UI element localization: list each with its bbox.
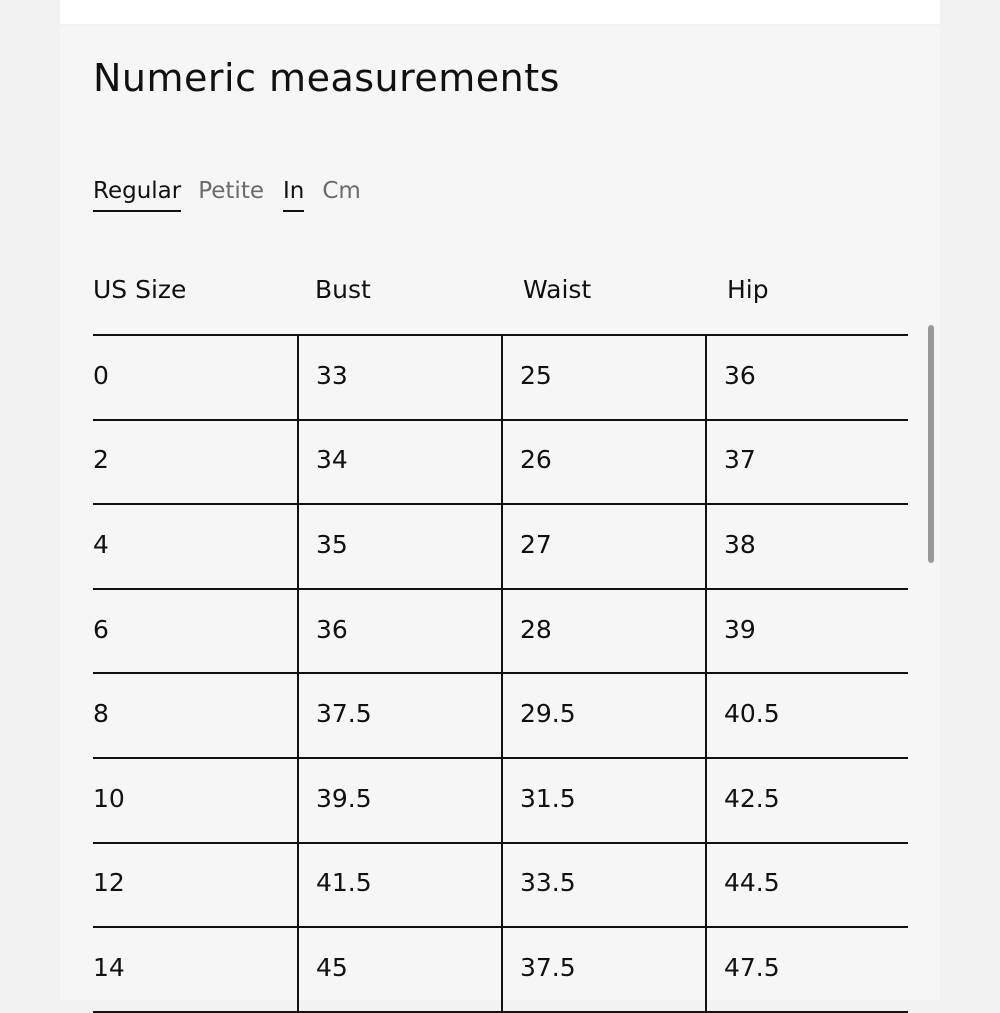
bust-cell: 34	[297, 421, 501, 504]
us-size-cell: 4	[93, 529, 109, 559]
waist-cell: 33.5	[501, 844, 705, 927]
bust-cell: 45	[297, 928, 501, 1011]
page-title: Numeric measurements	[93, 56, 560, 100]
tab-inches[interactable]: In	[283, 178, 304, 212]
bust-cell: 35	[297, 505, 501, 588]
waist-cell: 25	[501, 336, 705, 419]
us-size-cell: 10	[93, 783, 125, 813]
table-row	[93, 844, 908, 929]
table-body	[93, 336, 908, 1013]
bust-cell: 41.5	[297, 844, 501, 927]
table-row	[93, 590, 908, 675]
waist-cell: 31.5	[501, 759, 705, 842]
column-header-hip: Hip	[727, 275, 769, 304]
hip-cell: 38	[705, 505, 908, 588]
us-size-cell: 8	[93, 699, 109, 729]
column-header-waist: Waist	[523, 275, 592, 304]
tab-centimeters[interactable]: Cm	[322, 178, 361, 204]
top-strip	[60, 0, 940, 24]
scrollbar-thumb[interactable]	[928, 325, 934, 563]
column-header-bust: Bust	[315, 275, 371, 304]
column-header-us-size: US Size	[93, 275, 187, 304]
hip-cell: 44.5	[705, 844, 908, 927]
us-size-cell: 14	[93, 952, 125, 982]
waist-cell: 26	[501, 421, 705, 504]
table-header	[93, 266, 908, 336]
waist-cell: 27	[501, 505, 705, 588]
bust-cell: 39.5	[297, 759, 501, 842]
hip-cell: 47.5	[705, 928, 908, 1011]
tab-petite[interactable]: Petite	[198, 178, 264, 204]
hip-cell: 42.5	[705, 759, 908, 842]
waist-cell: 29.5	[501, 674, 705, 757]
bust-cell: 37.5	[297, 674, 501, 757]
table-row	[93, 674, 908, 759]
table-row	[93, 759, 908, 844]
waist-cell: 28	[501, 590, 705, 673]
size-chart-panel	[60, 26, 940, 1000]
hip-cell: 36	[705, 336, 908, 419]
bust-cell: 36	[297, 590, 501, 673]
table-row	[93, 928, 908, 1013]
us-size-cell: 6	[93, 614, 109, 644]
hip-cell: 37	[705, 421, 908, 504]
table-row	[93, 421, 908, 506]
hip-cell: 39	[705, 590, 908, 673]
table-row	[93, 336, 908, 421]
table-row	[93, 505, 908, 590]
measurements-table	[93, 266, 908, 1013]
tab-regular[interactable]: Regular	[93, 178, 181, 212]
us-size-cell: 0	[93, 360, 109, 390]
us-size-cell: 12	[93, 868, 125, 898]
us-size-cell: 2	[93, 445, 109, 475]
tab-bar	[93, 178, 361, 218]
waist-cell: 37.5	[501, 928, 705, 1011]
bust-cell: 33	[297, 336, 501, 419]
hip-cell: 40.5	[705, 674, 908, 757]
